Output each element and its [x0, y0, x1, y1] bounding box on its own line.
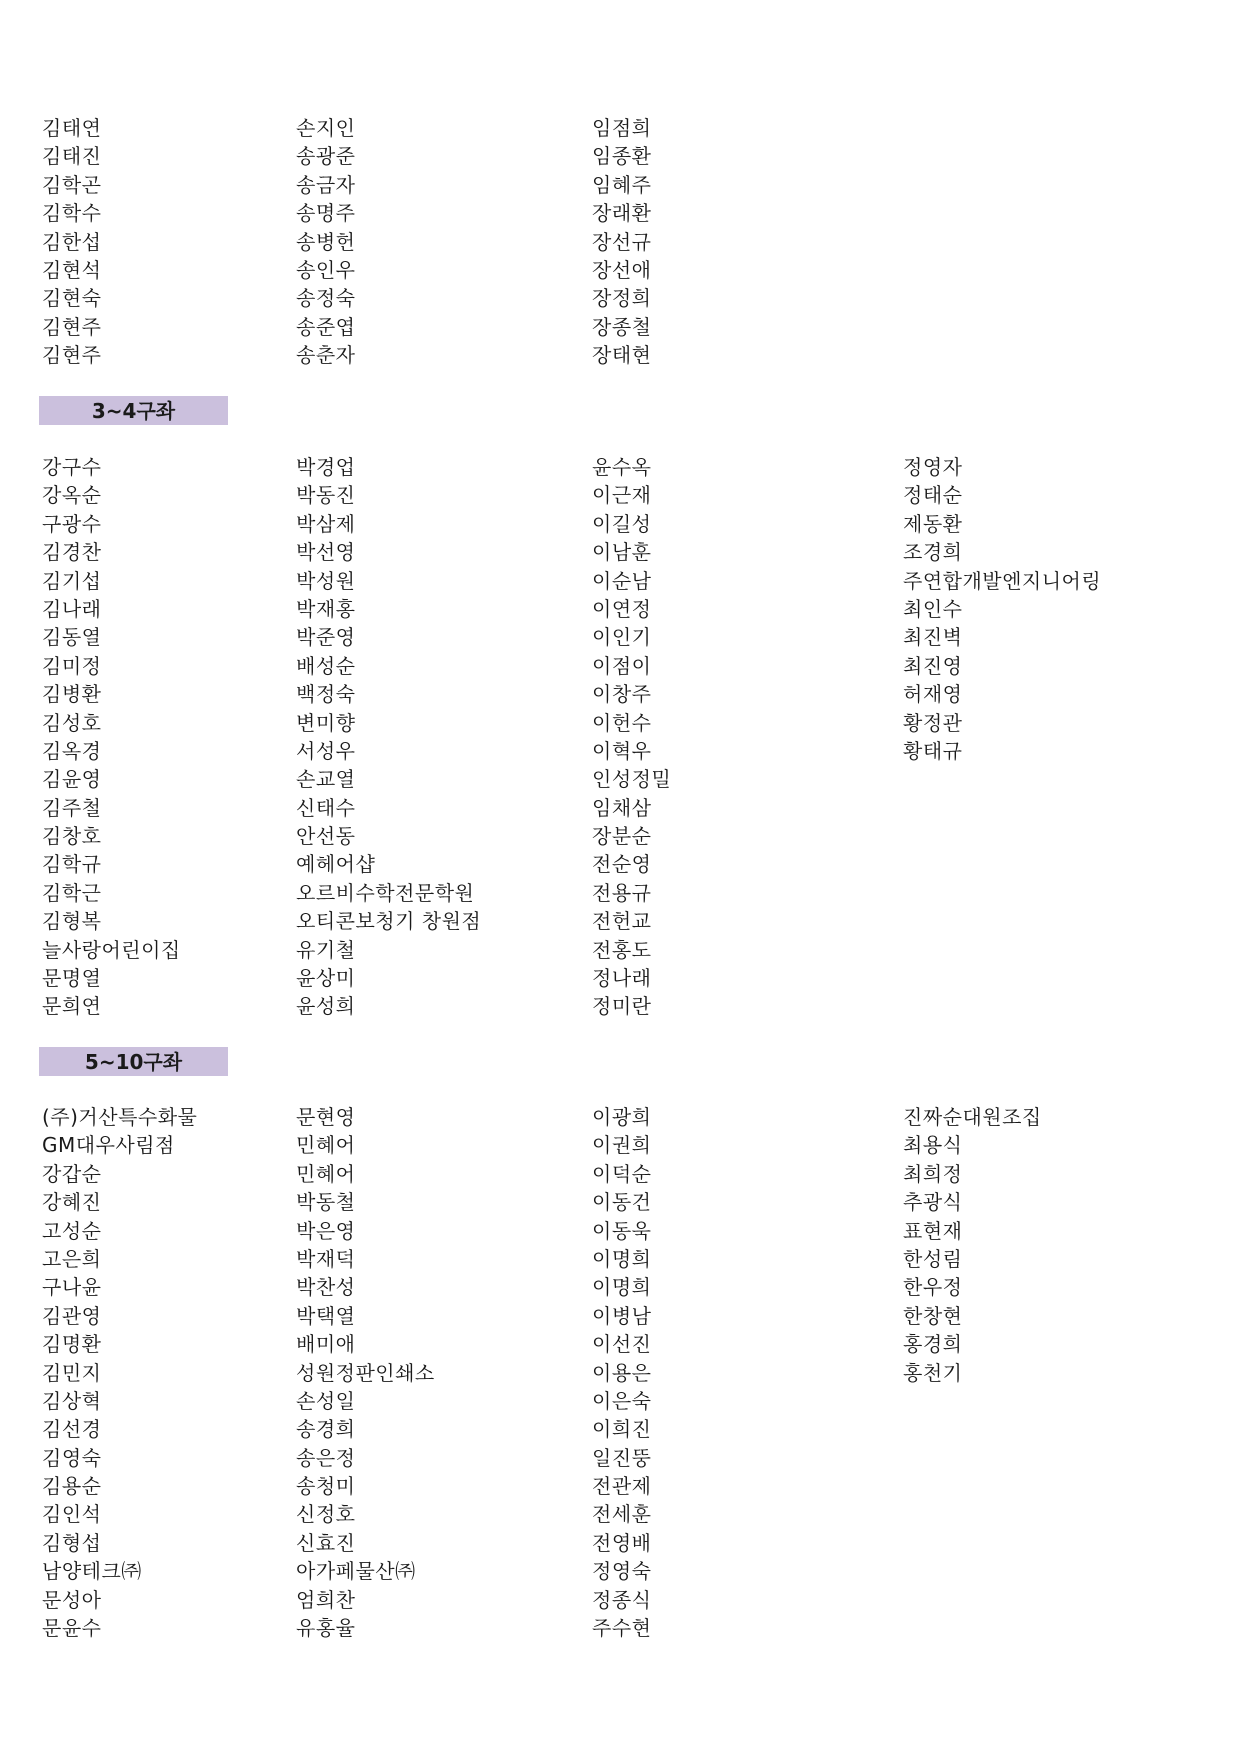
- donor-name: 이연정: [592, 596, 652, 621]
- donor-name: 남양테크㈜: [42, 1559, 142, 1584]
- donor-name: 늘사랑어린이집: [42, 937, 181, 962]
- donor-name: 김선경: [42, 1417, 102, 1442]
- donor-name: 표현재: [903, 1218, 963, 1243]
- donor-name: 이동욱: [592, 1218, 652, 1243]
- donor-name: 김형섭: [42, 1530, 102, 1555]
- empty-cell: [903, 964, 1192, 992]
- donor-name: 김인석: [42, 1502, 102, 1527]
- donor-name: 임채삼: [592, 795, 652, 820]
- donor-name: 이헌수: [592, 710, 652, 735]
- donor-name: 박삼제: [296, 511, 356, 536]
- donor-name: 전헌교: [592, 909, 652, 934]
- donor-name: 김상혁: [42, 1388, 102, 1413]
- donor-name: 민혜어: [296, 1133, 356, 1158]
- donor-name: 박찬성: [296, 1275, 356, 1300]
- empty-cell: [903, 1387, 1192, 1415]
- empty-cell: [903, 228, 1192, 256]
- donor-name: 이동건: [592, 1190, 652, 1215]
- donor-name: 한성림: [903, 1246, 963, 1271]
- donor-name: 송명주: [296, 201, 356, 226]
- donor-name: 임혜주: [592, 172, 652, 197]
- donor-name: 전세훈: [592, 1502, 652, 1527]
- section-header-3-4: 3~4구좌: [39, 396, 228, 425]
- donor-name: 신태수: [296, 795, 356, 820]
- empty-cell: [903, 341, 1192, 369]
- donor-name: 문현영: [296, 1105, 356, 1129]
- donor-name: 송청미: [296, 1474, 356, 1499]
- donor-name: 김나래: [42, 596, 102, 621]
- donor-name: 김민지: [42, 1360, 102, 1385]
- donor-name: 김형복: [42, 909, 102, 934]
- donor-name: 김미정: [42, 653, 102, 678]
- donor-name: 송춘자: [296, 343, 356, 368]
- donor-name: 엄희찬: [296, 1587, 356, 1612]
- donor-name: 장선애: [592, 257, 652, 282]
- empty-cell: [903, 284, 1192, 312]
- donor-name: 박재홍: [296, 596, 356, 621]
- donor-name: 정태순: [903, 483, 963, 508]
- donor-name: 김주철: [42, 795, 102, 820]
- donor-name: 정미란: [592, 994, 652, 1019]
- donor-name: 김관영: [42, 1303, 102, 1328]
- donor-name: 임점희: [592, 116, 652, 140]
- donor-name: 김학규: [42, 852, 102, 877]
- donor-name: 윤수옥: [592, 455, 652, 479]
- donor-name: 고성순: [42, 1218, 102, 1243]
- donor-name: 신효진: [296, 1530, 356, 1555]
- donor-name: 인성정밀: [592, 767, 672, 792]
- donor-name: 황태규: [903, 738, 963, 763]
- donor-name: 손성일: [296, 1388, 356, 1413]
- donor-name: 장태현: [592, 343, 652, 368]
- donor-name: 이명희: [592, 1246, 652, 1271]
- empty-cell: [903, 1472, 1192, 1500]
- donor-name: 문윤수: [42, 1616, 102, 1641]
- donor-name: 이희진: [592, 1417, 652, 1442]
- donor-name: 아가페물산㈜: [296, 1559, 416, 1584]
- donor-name: 이근재: [592, 483, 652, 508]
- donor-name: 송은정: [296, 1445, 356, 1470]
- empty-cell: [903, 1586, 1192, 1614]
- donor-name: 김태연: [42, 116, 102, 140]
- donor-name: 최용식: [903, 1133, 963, 1158]
- donor-name: GM대우사림점: [42, 1133, 175, 1158]
- empty-cell: [903, 1529, 1192, 1557]
- empty-cell: [903, 907, 1192, 935]
- donor-name: 장래환: [592, 201, 652, 226]
- donor-name: 김경찬: [42, 540, 102, 565]
- donor-name: 이용은: [592, 1360, 652, 1385]
- donor-name: 장정희: [592, 286, 652, 311]
- donor-name: 정종식: [592, 1587, 652, 1612]
- empty-cell: [903, 992, 1192, 1020]
- donor-name: 김옥경: [42, 738, 102, 763]
- donor-name: 이선진: [592, 1332, 652, 1357]
- donor-name: 예헤어샵: [296, 852, 376, 877]
- donor-name: 윤상미: [296, 966, 356, 991]
- donor-name: 성원정판인쇄소: [296, 1360, 435, 1385]
- donor-name: 송준엽: [296, 314, 356, 339]
- empty-cell: [903, 936, 1192, 964]
- donor-name: 제동환: [903, 511, 963, 536]
- donor-name: 장분순: [592, 824, 652, 849]
- donor-name: 송광준: [296, 144, 356, 169]
- donor-name: 김창호: [42, 824, 102, 849]
- donor-name: 최진벽: [903, 625, 963, 650]
- donor-name: 최희정: [903, 1161, 963, 1186]
- donor-name: 김병환: [42, 682, 102, 707]
- donor-name: 문성아: [42, 1587, 102, 1612]
- donor-name: 전관제: [592, 1474, 652, 1499]
- donor-name: 변미향: [296, 710, 356, 735]
- donor-name: 서성우: [296, 738, 356, 763]
- donor-name: 김학곤: [42, 172, 102, 197]
- donor-name: 문희연: [42, 994, 102, 1019]
- donor-name: 김현숙: [42, 286, 102, 311]
- donor-name: 한우정: [903, 1275, 963, 1300]
- donor-name: 이권희: [592, 1133, 652, 1158]
- donor-name: 김동열: [42, 625, 102, 650]
- donor-name: 이혁우: [592, 738, 652, 763]
- donor-name: 오르비수학전문학원: [296, 880, 475, 905]
- empty-cell: [903, 199, 1192, 227]
- donor-name: 김한섭: [42, 229, 102, 254]
- donor-name: 김용순: [42, 1474, 102, 1499]
- donor-name: 유홍율: [296, 1616, 356, 1641]
- donor-name: 민혜어: [296, 1161, 356, 1186]
- donor-name: 박경업: [296, 455, 356, 479]
- donor-name: 이순남: [592, 568, 652, 593]
- continued-name-list: [42, 114, 1192, 370]
- empty-cell: [903, 879, 1192, 907]
- empty-cell: [903, 850, 1192, 878]
- donor-name: 박동진: [296, 483, 356, 508]
- donor-name: 김성호: [42, 710, 102, 735]
- donor-name: (주)거산특수화물: [42, 1105, 198, 1129]
- donor-name: 손교열: [296, 767, 356, 792]
- donor-name: 일진뚱: [592, 1445, 652, 1470]
- donor-name: 김현석: [42, 257, 102, 282]
- donor-name: 김명환: [42, 1332, 102, 1357]
- name-grid: [42, 1103, 1192, 1642]
- donor-name: 박선영: [296, 540, 356, 565]
- donor-name: 한창현: [903, 1303, 963, 1328]
- donor-name: 고은희: [42, 1246, 102, 1271]
- donor-name: 전홍도: [592, 937, 652, 962]
- donor-name: 이점이: [592, 653, 652, 678]
- donor-name: 정나래: [592, 966, 652, 991]
- donor-name: 이창주: [592, 682, 652, 707]
- donor-name: 조경희: [903, 540, 963, 565]
- donor-name: 오티콘보청기 창원점: [296, 909, 482, 934]
- donor-name: 박동철: [296, 1190, 356, 1215]
- donor-name: 김영숙: [42, 1445, 102, 1470]
- donor-name: 강구수: [42, 455, 102, 479]
- donor-name: 주연합개발엔지니어링: [903, 568, 1102, 593]
- donor-name: 정영숙: [592, 1559, 652, 1584]
- donor-name: 김기섭: [42, 568, 102, 593]
- donor-name: 이병남: [592, 1303, 652, 1328]
- donor-name: 김학근: [42, 880, 102, 905]
- donor-name: 정영자: [903, 455, 963, 479]
- empty-cell: [903, 1500, 1192, 1528]
- empty-cell: [903, 1444, 1192, 1472]
- donor-name: 김윤영: [42, 767, 102, 792]
- donor-name: 강혜진: [42, 1190, 102, 1215]
- donor-name: 홍천기: [903, 1360, 963, 1385]
- donor-name: 송인우: [296, 257, 356, 282]
- section-3-4-name-list: [42, 453, 1192, 1021]
- donor-name: 문명열: [42, 966, 102, 991]
- donor-name: 최진영: [903, 653, 963, 678]
- donor-name: 전영배: [592, 1530, 652, 1555]
- donor-name: 김태진: [42, 144, 102, 169]
- donor-name: 이남훈: [592, 540, 652, 565]
- donor-name: 이덕순: [592, 1161, 652, 1186]
- donor-name: 구광수: [42, 511, 102, 536]
- donor-name: 박준영: [296, 625, 356, 650]
- empty-cell: [903, 1557, 1192, 1585]
- donor-name: 주수현: [592, 1616, 652, 1641]
- donor-name: 추광식: [903, 1190, 963, 1215]
- donor-name: 진짜순대원조집: [903, 1105, 1042, 1129]
- empty-cell: [903, 1415, 1192, 1443]
- donor-name: 배성순: [296, 653, 356, 678]
- donor-name: 윤성희: [296, 994, 356, 1019]
- donor-name: 최인수: [903, 596, 963, 621]
- empty-cell: [903, 794, 1192, 822]
- donor-name: 장선규: [592, 229, 652, 254]
- donor-name: 황정관: [903, 710, 963, 735]
- donor-name: 장종철: [592, 314, 652, 339]
- donor-name: 홍경희: [903, 1332, 963, 1357]
- donor-name: 배미애: [296, 1332, 356, 1357]
- section-header-5-10: 5~10구좌: [39, 1047, 228, 1076]
- donor-name: 송병헌: [296, 229, 356, 254]
- name-grid: [42, 114, 1192, 370]
- donor-name: 송금자: [296, 172, 356, 197]
- donor-name: 신정호: [296, 1502, 356, 1527]
- empty-cell: [903, 765, 1192, 793]
- donor-name: 박성원: [296, 568, 356, 593]
- donor-name: 전순영: [592, 852, 652, 877]
- donor-name: 김학수: [42, 201, 102, 226]
- empty-cell: [903, 256, 1192, 284]
- donor-name: 구나윤: [42, 1275, 102, 1300]
- name-grid: [42, 453, 1192, 1021]
- donor-name: 임종환: [592, 144, 652, 169]
- donor-name: 안선동: [296, 824, 356, 849]
- donor-name: 박택열: [296, 1303, 356, 1328]
- empty-cell: [903, 114, 1192, 142]
- donor-name: 이은숙: [592, 1388, 652, 1413]
- donor-name: 송정숙: [296, 286, 356, 311]
- section-5-10-name-list: [42, 1103, 1192, 1642]
- donor-name: 이명희: [592, 1275, 652, 1300]
- donor-name: 박은영: [296, 1218, 356, 1243]
- donor-name: 송경희: [296, 1417, 356, 1442]
- donor-name: 전용규: [592, 880, 652, 905]
- donor-name: 허재영: [903, 682, 963, 707]
- donor-name: 김현주: [42, 314, 102, 339]
- empty-cell: [903, 822, 1192, 850]
- donor-name: 백정숙: [296, 682, 356, 707]
- donor-name: 강갑순: [42, 1161, 102, 1186]
- empty-cell: [903, 1614, 1192, 1642]
- donor-name: 손지인: [296, 116, 356, 140]
- donor-name: 강옥순: [42, 483, 102, 508]
- empty-cell: [903, 171, 1192, 199]
- donor-name: 이광희: [592, 1105, 652, 1129]
- donor-name: 김현주: [42, 343, 102, 368]
- donor-name: 박재덕: [296, 1246, 356, 1271]
- empty-cell: [903, 313, 1192, 341]
- donor-name: 이길성: [592, 511, 652, 536]
- donor-name: 유기철: [296, 937, 356, 962]
- empty-cell: [903, 142, 1192, 170]
- donor-name: 이인기: [592, 625, 652, 650]
